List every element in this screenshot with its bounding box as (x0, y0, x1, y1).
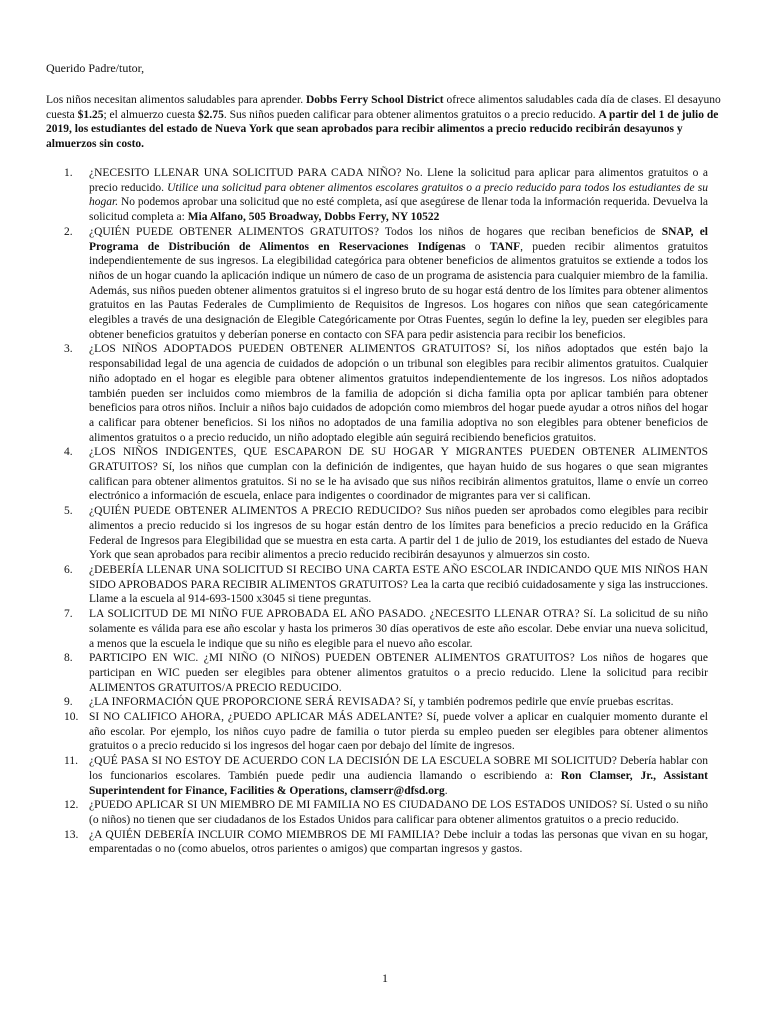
contact-person: Ron Clamser, Jr., Assistant Superintendent for Finance, Facilities & Operations, clamserr@dfsd.org (89, 769, 708, 797)
item-number: 6. (64, 563, 73, 576)
faq-item-9 (46, 695, 708, 710)
item-text: ¿QUÉ PASA SI NO ESTOY DE ACUERDO CON LA DECISIÓN DE LA ESCUELA SOBRE MI SOLICITUD? Debería hablar con los funcionarios escolares. También puede pedir una audiencia llamando o escribiendo a: (89, 755, 708, 782)
return-address: Mia Alfano, 505 Broadway, Dobbs Ferry, NY 10522 (187, 211, 440, 224)
item-text: ¿LA INFORMACIÓN QUE PROPORCIONE SERÁ REVISADA? Sí, y también podremos pedirle que envíe pruebas escritas. (89, 696, 674, 709)
intro-text-1: Los niños necesitan alimentos saludables para aprender. (46, 94, 306, 106)
faq-item-3 (46, 342, 708, 445)
intro-paragraph (46, 93, 724, 152)
district-name: Dobbs Ferry School District (305, 94, 444, 106)
page-number: 1 (382, 971, 388, 985)
item-text: o (465, 240, 490, 253)
item-number: 4. (64, 446, 73, 459)
program-names: SNAP, el Programa de Distribución de Alimentos en Reservaciones Indígenas (89, 225, 709, 253)
item-number: 3. (64, 343, 73, 356)
item-number: 13. (64, 828, 79, 841)
item-text: SI NO CALIFICO AHORA, ¿PUEDO APLICAR MÁS ADELANTE? Sí, puede volver a aplicar en cualquier momento durante el año escolar. Por ejemplo, los niños cuyo padre de familia o tutor pierda su empleo pueden ser elegibles para obtener alimentos gratuitos o a precio reducido si los ingresos del hogar caen por debajo del límite de ingresos. (89, 711, 708, 753)
faq-item-13 (46, 828, 708, 857)
item-text: ¿NECESITO LLENAR UNA SOLICITUD PARA CADA NIÑO? No. Llene la solicitud para aplicar para alimentos gratuitos o a precio reducido. (89, 167, 708, 194)
item-text: ¿A QUIÉN DEBERÍA INCLUIR COMO MIEMBROS DE MI FAMILIA? Debe incluir a todas las personas que vivan en su hogar, emparentadas o no (como abuelos, otros parientes o amigos) que compartan ingresos y gastos. (89, 828, 708, 856)
greeting: Querido Padre/tutor, (46, 61, 145, 75)
faq-item-6 (46, 563, 708, 607)
item-text: , pueden recibir alimentos gratuitos independientemente de sus ingresos. La elegibilidad categórica para obtener beneficios de alimentos gratuitos se extiende a todos los niños de un hogar cuando la aplicación indique un número de caso de un programa de asistencia para cualquier miembro de la familia. Además, sus niños pueden obtener alimentos gratuitos si el ingreso bruto de su hogar está dentro de los límites para obtener alimentos gratuitos en las Pautas Federales de Cumplimiento de Requisitos de Ingresos. Los hogares con niños que sean categóricamente elegibles a través de una designación de Elegible Categóricamente por Otras Fuentes, según lo define la ley, pueden ser elegibles para obtener beneficios gratuitos y deberían ponerse en contacto con SFA para pedir asistencia para recibir los beneficios. (89, 240, 708, 341)
faq-item-7 (46, 607, 708, 651)
item-text: ¿DEBERÍA LLENAR UNA SOLICITUD SI RECIBO UNA CARTA ESTE AÑO ESCOLAR INDICANDO QUE MIS NIÑOS HAN SIDO APROBADOS PARA RECIBIR ALIMENTOS GRATUITOS? Lea la carta que recibió cuidadosamente y siga las instrucciones. Llame a la escuela al 914-693-1500 x3045 si tiene preguntas. (89, 563, 708, 606)
lunch-price: $2.75 (198, 108, 224, 121)
intro-bold-note: A partir del 1 de julio de 2019, los estudiantes del estado de Nueva York que sean aprobados para recibir alimentos a precio reducido recibirán desayunos y almuerzos sin costo. (46, 108, 719, 151)
item-number: 5. (64, 505, 73, 518)
faq-item-1 (46, 166, 708, 225)
intro-text-3: ; el almuerzo cuesta (103, 108, 198, 121)
item-number: 1. (64, 167, 73, 179)
faq-item-4 (46, 445, 708, 504)
item-text: ¿LOS NIÑOS ADOPTADOS PUEDEN OBTENER ALIMENTOS GRATUITOS? Sí, los niños adoptados que estén bajo la responsabilidad legal de una agencia de cuidados de adopción o un tribunal son elegibles para recibir alimentos gratuitos. Cualquier niño adoptado en el hogar es elegible para obtener alimentos gratuitos independientemente de los ingresos. Los niños adoptados también pueden ser incluidos como miembros de la familia de adopción si dicha familia opta por aplicar también para obtener beneficios para otros niños. Incluir a niños bajo cuidados de adopción como miembros del hogar puede ayudar a otros niños del hogar a calificar para obtener beneficios. Si los niños no adoptados de una familia adoptiva no son elegibles para obtener beneficios de alimentos gratuitos o a precio reducido, un niño adoptado elegible aún seguirá recibiendo beneficios gratuitos. (89, 343, 708, 444)
item-text: ¿QUIÉN PUEDE OBTENER ALIMENTOS A PRECIO REDUCIDO? Sus niños pueden ser aprobados como elegibles para recibir alimentos a precio reducido si los ingresos de su hogar están dentro de los límites para beneficios a precio reducido en la Gráfica Federal de Ingresos para Elegibilidad que se muestra en esta carta. A partir del 1 de julio de 2019, los estudiantes del estado de Nueva York que sean aprobados para recibir alimentos a precio reducido recibirán desayunos y almuerzos sin costo. (89, 505, 708, 562)
faq-item-5 (46, 504, 708, 563)
intro-text-2: ofrece alimentos saludables cada día de clases. El desayuno cuesta (46, 94, 721, 121)
tanf-label: TANF (489, 240, 521, 253)
item-number: 11. (64, 755, 78, 768)
item-text: No podemos aprobar una solicitud que no esté completa, así que asegúrese de llenar toda la información requerida. Devuelva la solicitud completa a: (89, 196, 708, 224)
item-text: . (444, 784, 448, 797)
item-italic-text: Utilice una solicitud para obtener alimentos escolares gratuitos o a precio reducido para todos los estudiantes de su hogar. (89, 181, 708, 209)
breakfast-price: $1.25 (77, 108, 104, 121)
faq-item-2 (46, 225, 708, 343)
faq-item-12 (46, 798, 708, 827)
item-number: 12. (64, 799, 79, 812)
item-text: LA SOLICITUD DE MI NIÑO FUE APROBADA EL AÑO PASADO. ¿NECESITO LLENAR OTRA? Sí. La solicitud de su niño solamente es válida para ese año escolar y hasta los primeros 30 días operativos de este año escolar. Debe enviar una nueva solicitud, a menos que la escuela le indique que su niño es elegible para el nuevo año escolar. (89, 608, 708, 650)
item-number: 8. (64, 652, 73, 665)
faq-item-11 (46, 754, 708, 798)
item-text: ¿QUIÉN PUEDE OBTENER ALIMENTOS GRATUITOS? Todos los niños de hogares que reciban beneficios de (89, 225, 662, 238)
item-text: ¿PUEDO APLICAR SI UN MIEMBRO DE MI FAMILIA NO ES CIUDADANO DE LOS ESTADOS UNIDOS? Sí. Usted o su niño (o niños) no tienen que ser ciudadanos de los Estados Unidos para calificar para obtener alimentos gratuitos o a precio reducido. (89, 799, 708, 826)
faq-item-8 (46, 651, 708, 695)
item-number: 9. (64, 696, 73, 709)
intro-text-4: . Sus niños pueden calificar para obtener alimentos gratuitos o a precio reducido. (223, 108, 599, 121)
item-number: 7. (64, 608, 73, 621)
item-number: 2. (64, 225, 73, 238)
faq-item-10 (46, 710, 708, 754)
item-number: 10. (64, 711, 79, 724)
faq-list (46, 166, 708, 857)
item-text: ¿LOS NIÑOS INDIGENTES, QUE ESCAPARON DE SU HOGAR Y MIGRANTES PUEDEN OBTENER ALIMENTOS GRATUITOS? Sí, los niños que cumplan con la definición de indigentes, que hayan huido de sus hogares o que sean migrantes califican para obtener alimentos gratuitos. Si no se le ha avisado que sus niños recibirán alimentos gratuitos, llame o envíe un correo electrónico a información de escuela, enlace para indigentes o coordinador de migrantes para ver si califican. (89, 446, 708, 503)
item-text: PARTICIPO EN WIC. ¿MI NIÑO (O NIÑOS) PUEDEN OBTENER ALIMENTOS GRATUITOS? Los niños de hogares que participan en WIC pueden ser elegibles para obtener alimentos gratuitos o a precio reducido. Llene la solicitud para recibir ALIMENTOS GRATUITOS/A PRECIO REDUCIDO. (89, 652, 708, 694)
